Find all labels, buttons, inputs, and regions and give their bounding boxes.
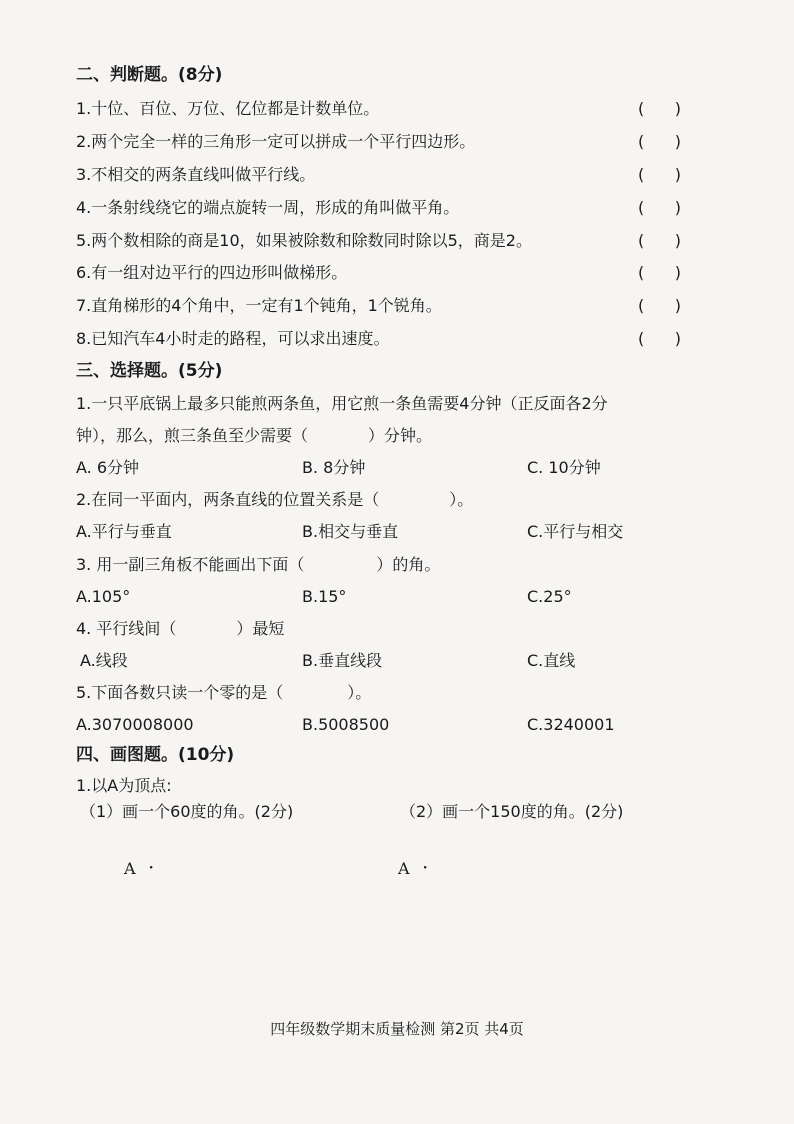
choice-q1-option-b[interactable]: B. 8分钟 — [302, 458, 366, 477]
choice-q2-option-b[interactable]: B.相交与垂直 — [302, 522, 399, 541]
draw-sub2: （2）画一个150度的角。(2分) — [400, 802, 624, 821]
section-choice-heading: 三、选择题。(5分) — [76, 361, 223, 381]
judge-answer-1[interactable]: ( ) — [638, 99, 681, 118]
choice-q2-text-a: 2.在同一平面内，两条直线的位置关系是（ — [76, 490, 380, 509]
judge-answer-4[interactable]: ( ) — [638, 198, 681, 217]
vertex-a-label-1: A — [124, 859, 136, 878]
choice-q3-option-a[interactable]: A.105° — [76, 587, 131, 606]
choice-q1-option-c[interactable]: C. 10分钟 — [527, 458, 601, 477]
choice-q2-option-c[interactable]: C.平行与相交 — [527, 522, 624, 541]
choice-q1-text-a: 钟），那么，煎三条鱼至少需要（ — [76, 426, 309, 445]
judge-answer-5[interactable]: ( ) — [638, 231, 681, 250]
vertex-a-point-2[interactable]: · — [422, 855, 429, 879]
choice-q5-option-c[interactable]: C.3240001 — [527, 715, 615, 734]
section-draw-heading: 四、画图题。(10分) — [76, 745, 235, 765]
judge-answer-7[interactable]: ( ) — [638, 296, 681, 315]
judge-item-2: 2.两个完全一样的三角形一定可以拼成一个平行四边形。 — [76, 132, 476, 151]
vertex-a-label-2: A — [398, 859, 410, 878]
vertex-a-point-1[interactable]: · — [148, 855, 155, 879]
choice-q4-option-b[interactable]: B.垂直线段 — [302, 651, 383, 670]
choice-q4-option-a[interactable]: A.线段 — [80, 651, 128, 670]
judge-answer-3[interactable]: ( ) — [638, 165, 681, 184]
choice-q3 — [76, 554, 440, 576]
judge-item-8: 8.已知汽车4小时走的路程，可以求出速度。 — [76, 329, 390, 348]
choice-q2-text-b: ）。 — [449, 490, 474, 509]
choice-q5-option-a[interactable]: A.3070008000 — [76, 715, 194, 734]
choice-q1-line2 — [76, 425, 432, 447]
choice-q1-text-b: ）分钟。 — [368, 426, 433, 445]
page-footer: 四年级数学期末质量检测 第2页 共4页 — [270, 1020, 524, 1038]
choice-q4-text-b: ）最短 — [236, 619, 285, 638]
choice-q3-text-b: ）的角。 — [376, 555, 441, 574]
choice-q3-text-a: 3. 用一副三角板不能画出下面（ — [76, 555, 305, 574]
choice-q3-option-b[interactable]: B.15° — [302, 587, 347, 606]
draw-q1: 1.以A为顶点: — [76, 776, 172, 795]
choice-q5-option-b[interactable]: B.5008500 — [302, 715, 390, 734]
judge-item-4: 4.一条射线绕它的端点旋转一周，形成的角叫做平角。 — [76, 198, 460, 217]
choice-q2-option-a[interactable]: A.平行与垂直 — [76, 522, 172, 541]
judge-answer-6[interactable]: ( ) — [638, 263, 681, 282]
choice-q1-option-a[interactable]: A. 6分钟 — [76, 458, 140, 477]
judge-item-3: 3.不相交的两条直线叫做平行线。 — [76, 165, 316, 184]
choice-q5 — [76, 682, 371, 704]
draw-sub1: （1）画一个60度的角。(2分) — [80, 802, 294, 821]
choice-q5-text-a: 5.下面各数只读一个零的是（ — [76, 683, 284, 702]
judge-item-5: 5.两个数相除的商是10，如果被除数和除数同时除以5，商是2。 — [76, 231, 532, 250]
judge-item-1: 1.十位、百位、万位、亿位都是计数单位。 — [76, 99, 380, 118]
judge-item-6: 6.有一组对边平行的四边形叫做梯形。 — [76, 263, 348, 282]
choice-q2 — [76, 489, 473, 511]
choice-q4 — [76, 618, 284, 640]
section-judge-heading: 二、判断题。(8分) — [76, 65, 223, 85]
choice-q4-text-a: 4. 平行线间（ — [76, 619, 177, 638]
judge-answer-8[interactable]: ( ) — [638, 329, 681, 348]
judge-item-7: 7.直角梯形的4个角中，一定有1个钝角，1个锐角。 — [76, 296, 442, 315]
judge-answer-2[interactable]: ( ) — [638, 132, 681, 151]
choice-q5-text-b: ）。 — [347, 683, 372, 702]
choice-q1-line1: 1.一只平底锅上最多只能煎两条鱼，用它煎一条鱼需要4分钟（正反面各2分 — [76, 394, 608, 413]
choice-q4-option-c[interactable]: C.直线 — [527, 651, 576, 670]
choice-q3-option-c[interactable]: C.25° — [527, 587, 572, 606]
